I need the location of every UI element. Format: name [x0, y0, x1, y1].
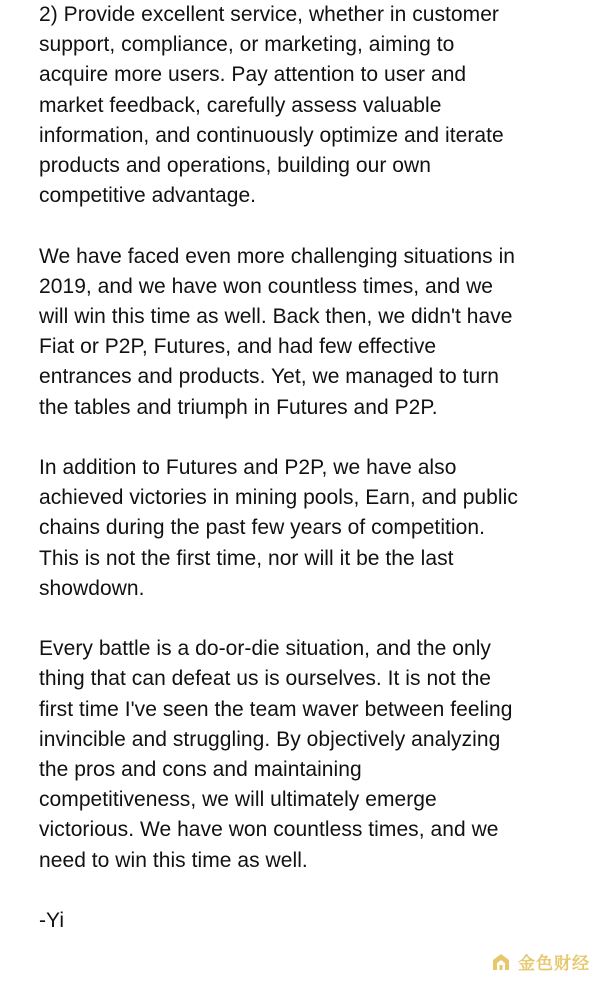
text-line: the pros and cons and maintaining	[39, 758, 362, 782]
text-line: 2019, and we have won countless times, and we	[39, 274, 494, 298]
text-line: achieved victories in mining pools, Earn, and public	[39, 486, 518, 510]
text-line: market feedback, carefully assess valuable	[39, 93, 442, 117]
text-line: acquire more users. Pay attention to user and	[39, 63, 467, 87]
text-line: We have faced even more challenging situations in	[39, 244, 516, 268]
paragraph-gap	[39, 876, 595, 906]
text-line: This is not the first time, nor will it be the last	[39, 546, 454, 570]
text-line: competitive advantage.	[39, 184, 257, 208]
text-line: information, and continuously optimize and iterate	[39, 123, 504, 147]
text-line: Fiat or P2P, Futures, and had few effective	[39, 335, 437, 359]
text-line: victorious. We have won countless times, and we	[39, 818, 499, 842]
text-line: will win this time as well. Back then, we didn't have	[39, 305, 513, 329]
text-line: entrances and products. Yet, we managed to turn	[39, 365, 499, 389]
paragraph-gap	[39, 423, 595, 453]
text-line: the tables and triumph in Futures and P2P.	[39, 395, 438, 419]
document-body	[39, 0, 595, 936]
paragraph-gap	[39, 604, 595, 634]
jinse-logo-icon	[490, 951, 512, 973]
text-line: first time I've seen the team waver between feeling	[39, 697, 513, 721]
text-line: need to win this time as well.	[39, 848, 308, 872]
text-line: 2) Provide excellent service, whether in customer	[39, 3, 499, 26]
text-line: Every battle is a do-or-die situation, and the only	[39, 637, 491, 661]
paragraph-battle	[39, 634, 595, 876]
paragraph-gap	[39, 211, 595, 241]
text-line: chains during the past few years of competition.	[39, 516, 485, 540]
watermark	[490, 949, 590, 974]
paragraph-service	[39, 0, 595, 211]
paragraph-victories	[39, 453, 595, 604]
watermark-text: 金色财经	[518, 954, 590, 974]
text-line: thing that can defeat us is ourselves. It is not the	[39, 667, 492, 691]
text-line: products and operations, building our own	[39, 154, 431, 178]
text-line: support, compliance, or marketing, aiming to	[39, 33, 455, 57]
signature: -Yi	[39, 909, 65, 933]
text-line: competitiveness, we will ultimately emerge	[39, 788, 437, 812]
paragraph-2019	[39, 242, 595, 423]
text-line: showdown.	[39, 576, 145, 600]
text-line: invincible and struggling. By objectively analyzing	[39, 727, 501, 751]
text-line: In addition to Futures and P2P, we have also	[39, 456, 457, 480]
